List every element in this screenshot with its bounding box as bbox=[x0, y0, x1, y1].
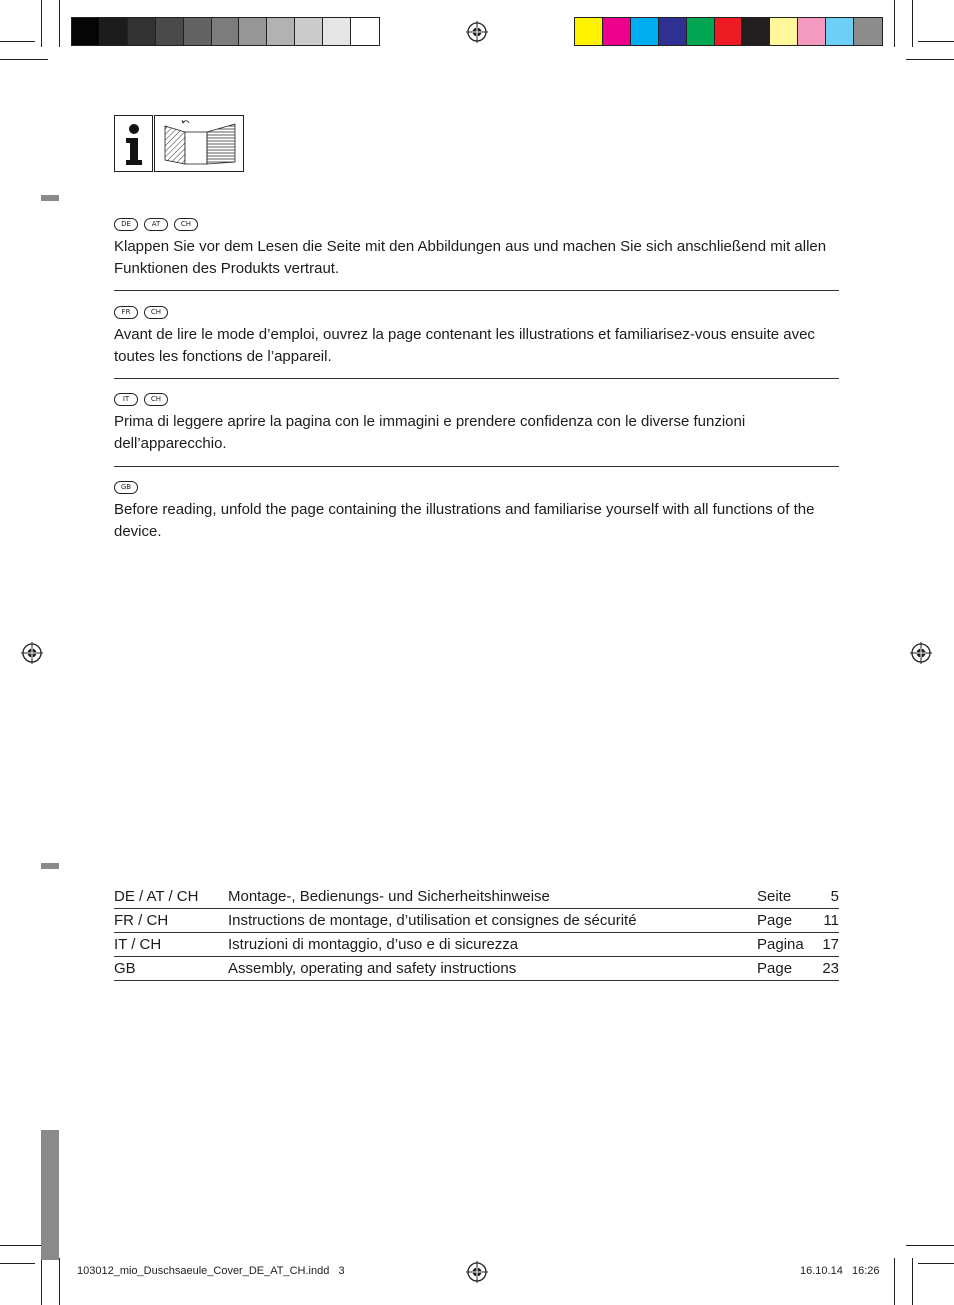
color-swatch bbox=[631, 18, 659, 45]
color-swatch bbox=[687, 18, 715, 45]
crop-mark bbox=[0, 1263, 35, 1264]
crop-mark bbox=[906, 1245, 954, 1246]
language-badges-fr bbox=[114, 306, 168, 319]
toc-language: DE / AT / CH bbox=[114, 888, 199, 905]
toc-language: IT / CH bbox=[114, 936, 162, 953]
language-badge: CH bbox=[174, 218, 198, 231]
side-marker bbox=[41, 195, 59, 201]
crop-mark bbox=[59, 1258, 60, 1305]
table-of-contents bbox=[114, 885, 839, 981]
toc-language: FR / CH bbox=[114, 912, 169, 929]
color-swatch bbox=[351, 18, 379, 45]
color-swatch bbox=[156, 18, 184, 45]
language-badge: DE bbox=[114, 218, 138, 231]
color-swatch bbox=[128, 18, 156, 45]
color-swatch bbox=[659, 18, 687, 45]
color-swatch bbox=[184, 18, 212, 45]
color-swatch bbox=[239, 18, 267, 45]
crop-mark bbox=[41, 0, 42, 47]
color-swatch bbox=[323, 18, 351, 45]
toc-page-label: Seite bbox=[757, 888, 792, 905]
color-swatch bbox=[267, 18, 295, 45]
instruction-text-fr: Avant de lire le mode d’emploi, ouvrez la page contenant les illustrations et familiarisez-vous ensuite avec toutes les fonctions de l’appareil. bbox=[114, 326, 815, 365]
crop-mark bbox=[0, 41, 35, 42]
instruction-text-gb: Before reading, unfold the page containing the illustrations and familiarise yourself with all functions of the device. bbox=[114, 501, 815, 540]
color-swatch bbox=[72, 18, 100, 45]
toc-title: Istruzioni di montaggio, d’uso e di sicurezza bbox=[228, 936, 519, 953]
registration-mark-icon bbox=[466, 1261, 488, 1283]
date-slug: 16.10.14 16:26 bbox=[800, 1265, 880, 1277]
toc-title: Assembly, operating and safety instructions bbox=[228, 960, 517, 977]
crop-mark bbox=[912, 0, 913, 47]
color-swatch bbox=[742, 18, 770, 45]
table-row bbox=[114, 933, 839, 957]
crop-mark bbox=[894, 1258, 895, 1305]
color-swatch bbox=[770, 18, 798, 45]
color-swatch bbox=[603, 18, 631, 45]
crop-mark bbox=[912, 1258, 913, 1305]
crop-mark bbox=[59, 0, 60, 47]
toc-language: GB bbox=[114, 960, 136, 977]
toc-page-number: 5 bbox=[830, 888, 839, 905]
color-swatch bbox=[826, 18, 854, 45]
instruction-text-it: Prima di leggere aprire la pagina con le immagini e prendere confidenza con le diverse funzioni dell’apparecchio. bbox=[114, 413, 746, 452]
table-row bbox=[114, 909, 839, 933]
color-swatch bbox=[798, 18, 826, 45]
toc-page-label: Pagina bbox=[757, 936, 804, 953]
toc-page-label: Page bbox=[757, 912, 793, 929]
info-i-icon bbox=[114, 115, 153, 172]
crop-mark bbox=[894, 0, 895, 47]
language-badges-it bbox=[114, 393, 168, 406]
toc-title: Montage-, Bedienungs- und Sicherheitshinweise bbox=[228, 888, 550, 905]
crop-mark bbox=[918, 41, 954, 42]
toc-page-label: Page bbox=[757, 960, 793, 977]
color-swatch bbox=[295, 18, 323, 45]
language-badge: CH bbox=[144, 306, 168, 319]
toc-page-number: 11 bbox=[823, 912, 839, 929]
toc-page-number: 17 bbox=[822, 936, 839, 953]
process-color-bar bbox=[574, 17, 883, 46]
divider bbox=[114, 290, 839, 291]
registration-mark-icon bbox=[466, 21, 488, 43]
table-row bbox=[114, 957, 839, 981]
table-row bbox=[114, 885, 839, 909]
language-badge: GB bbox=[114, 481, 138, 494]
toc-title: Instructions de montage, d’utilisation et consignes de sécurité bbox=[228, 912, 637, 929]
crop-mark bbox=[41, 1258, 42, 1305]
crop-mark bbox=[0, 59, 48, 60]
crop-mark bbox=[906, 59, 954, 60]
registration-mark-icon bbox=[910, 642, 932, 664]
grayscale-color-bar bbox=[71, 17, 380, 46]
color-swatch bbox=[715, 18, 743, 45]
divider bbox=[114, 466, 839, 467]
crop-mark bbox=[918, 1263, 954, 1264]
toc-page-number: 23 bbox=[822, 960, 839, 977]
color-swatch bbox=[854, 18, 882, 45]
unfold-page-icon bbox=[154, 115, 244, 172]
registration-mark-icon bbox=[21, 642, 43, 664]
divider bbox=[114, 378, 839, 379]
language-badge: CH bbox=[144, 393, 168, 406]
side-strip bbox=[41, 1130, 59, 1260]
file-slug: 103012_mio_Duschsaeule_Cover_DE_AT_CH.indd 3 bbox=[77, 1265, 345, 1277]
color-swatch bbox=[100, 18, 128, 45]
language-badge: FR bbox=[114, 306, 138, 319]
language-badges-gb bbox=[114, 481, 138, 494]
color-swatch bbox=[575, 18, 603, 45]
instruction-text-de: Klappen Sie vor dem Lesen die Seite mit den Abbildungen aus und machen Sie sich anschließend mit allen Funktionen des Produkts vertraut. bbox=[114, 238, 827, 277]
color-swatch bbox=[212, 18, 240, 45]
language-badge: IT bbox=[114, 393, 138, 406]
language-badge: AT bbox=[144, 218, 168, 231]
language-badges-de bbox=[114, 218, 198, 231]
side-marker bbox=[41, 863, 59, 869]
